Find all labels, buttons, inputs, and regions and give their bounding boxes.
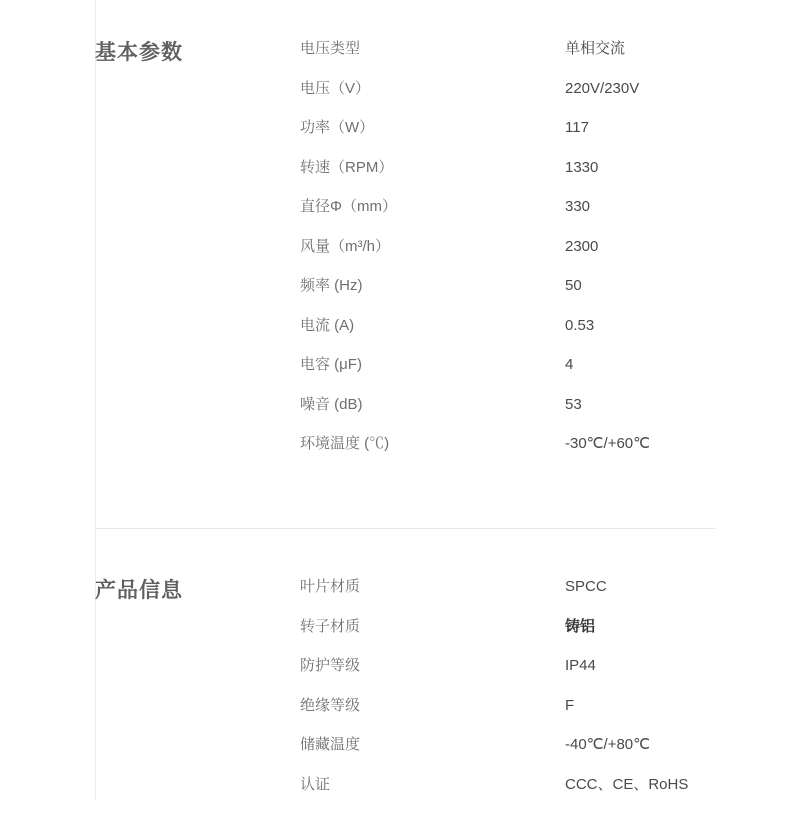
table-row: [300, 776, 770, 815]
table-row: [300, 277, 770, 317]
spec-table-basic-parameters: [300, 40, 770, 475]
table-row: [300, 159, 770, 199]
spec-label: 电容 (μF): [300, 356, 565, 374]
spec-value: 117: [565, 119, 770, 137]
spec-table-product-information: [300, 578, 770, 815]
table-row: [300, 80, 770, 120]
table-row: [300, 578, 770, 618]
table-row: [300, 317, 770, 357]
table-row: [300, 657, 770, 697]
spec-value: 220V/230V: [565, 80, 770, 98]
spec-value: CCC、CE、RoHS: [565, 776, 770, 794]
spec-value: 铸铝: [565, 618, 770, 636]
spec-value: 2300: [565, 238, 770, 256]
spec-value: 53: [565, 396, 770, 414]
spec-label: 噪音 (dB): [300, 396, 565, 414]
table-row: [300, 736, 770, 776]
table-row: [300, 435, 770, 475]
spec-value: 1330: [565, 159, 770, 177]
spec-label: 认证: [300, 776, 565, 794]
spec-label: 绝缘等级: [300, 697, 565, 715]
spec-label: 环境温度 (℃): [300, 435, 565, 453]
spec-label: 频率 (Hz): [300, 277, 565, 295]
spec-value: -40℃/+80℃: [565, 736, 770, 754]
left-vertical-rule: [95, 0, 96, 800]
table-row: [300, 697, 770, 737]
spec-label: 风量（m³/h）: [300, 238, 565, 256]
table-row: [300, 40, 770, 80]
table-row: [300, 356, 770, 396]
section-title-product-information: 产品信息: [95, 578, 285, 603]
spec-label: 转速（RPM）: [300, 159, 565, 177]
spec-value: 4: [565, 356, 770, 374]
table-row: [300, 396, 770, 436]
spec-label: 直径Φ（mm）: [300, 198, 565, 216]
section-divider: [95, 528, 715, 529]
spec-value: IP44: [565, 657, 770, 675]
table-row: [300, 618, 770, 658]
spec-label: 电压（V）: [300, 80, 565, 98]
spec-value: 50: [565, 277, 770, 295]
spec-value: 0.53: [565, 317, 770, 335]
spec-label: 储藏温度: [300, 736, 565, 754]
spec-value: SPCC: [565, 578, 770, 596]
spec-value: F: [565, 697, 770, 715]
table-row: [300, 119, 770, 159]
spec-label: 转子材质: [300, 618, 565, 636]
spec-label: 电压类型: [300, 40, 565, 58]
spec-value: 330: [565, 198, 770, 216]
spec-value: -30℃/+60℃: [565, 435, 770, 453]
spec-label: 防护等级: [300, 657, 565, 675]
table-row: [300, 238, 770, 278]
spec-value: 单相交流: [565, 40, 770, 58]
table-row: [300, 198, 770, 238]
spec-label: 电流 (A): [300, 317, 565, 335]
spec-label: 功率（W）: [300, 119, 565, 137]
section-title-basic-parameters: 基本参数: [95, 40, 285, 65]
spec-label: 叶片材质: [300, 578, 565, 596]
